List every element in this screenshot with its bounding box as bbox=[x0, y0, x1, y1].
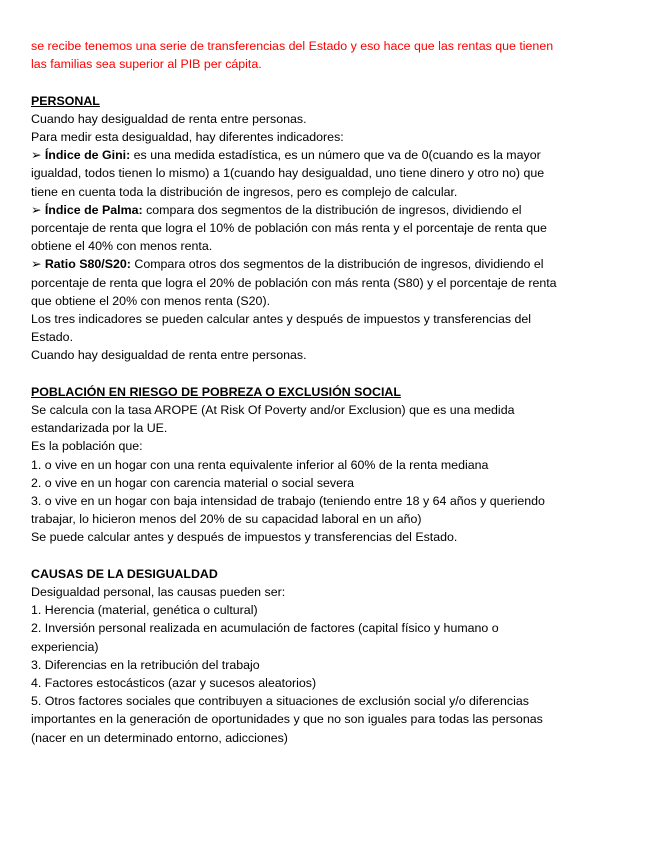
intro-line-2: las familias sea superior al PIB per cápita. bbox=[31, 57, 262, 72]
bullet-text: obtiene el 40% con menos renta. bbox=[31, 239, 213, 254]
bullet-text: igualdad, todos tienen lo mismo) a 1(cuando hay desigualdad, uno tiene dinero y otro no) que bbox=[31, 166, 545, 181]
term-gini: Índice de Gini: bbox=[44, 148, 131, 163]
list-item: 4. Factores estocásticos (azar y sucesos aleatorios) bbox=[31, 676, 317, 691]
list-item: 2. o vive en un hogar con carencia material o social severa bbox=[31, 475, 355, 490]
bullet-arrow-icon: ➢ bbox=[31, 257, 42, 272]
paragraph: Cuando hay desigualdad de renta entre personas. bbox=[31, 348, 307, 363]
bullet-text: tiene en cuenta toda la distribución de ingresos, pero es complejo de calcular. bbox=[31, 184, 458, 199]
bullet-arrow-icon: ➢ bbox=[31, 202, 42, 217]
section-heading-personal: PERSONAL bbox=[31, 93, 100, 108]
term-palma: Índice de Palma: bbox=[44, 202, 143, 217]
paragraph: estandarizada por la UE. bbox=[31, 421, 168, 436]
bullet-text: porcentaje de renta que logra el 20% de población con más renta (S80) y el porcentaje de renta bbox=[31, 275, 557, 290]
bullet-gini bbox=[31, 146, 631, 164]
bullet-palma bbox=[31, 201, 631, 219]
list-item: experiencia) bbox=[31, 639, 99, 654]
paragraph: Estado. bbox=[31, 330, 74, 345]
list-item: 1. o vive en un hogar con una renta equivalente inferior al 60% de la renta mediana bbox=[31, 457, 489, 472]
paragraph: Para medir esta desigualdad, hay diferentes indicadores: bbox=[31, 130, 344, 144]
paragraph: Se calcula con la tasa AROPE (At Risk Of Poverty and/or Exclusion) que es una medida bbox=[31, 403, 515, 418]
list-item: 3. Diferencias en la retribución del trabajo bbox=[31, 657, 260, 672]
list-item: 5. Otros factores sociales que contribuyen a situaciones de exclusión social y/o diferencias bbox=[31, 694, 529, 709]
term-ratio: Ratio S80/S20: bbox=[44, 257, 131, 272]
paragraph: Cuando hay desigualdad de renta entre personas. bbox=[31, 111, 307, 126]
bullet-text: porcentaje de renta que logra el 10% de población con más renta y el porcentaje de renta que bbox=[31, 221, 547, 236]
list-item: 2. Inversión personal realizada en acumulación de factores (capital físico y humano o bbox=[31, 621, 499, 636]
bullet-text: que obtiene el 20% con menos renta (S20). bbox=[31, 293, 271, 308]
paragraph: Se puede calcular antes y después de impuestos y transferencias del Estado. bbox=[31, 530, 458, 545]
paragraph: Los tres indicadores se pueden calcular antes y después de impuestos y transferencias del bbox=[31, 312, 532, 327]
bullet-text: compara dos segmentos de la distribución de ingresos, dividiendo el bbox=[142, 202, 522, 217]
list-item: (nacer en un determinado entorno, adicciones) bbox=[31, 730, 288, 745]
section-heading-arope: POBLACIÓN EN RIESGO DE POBREZA O EXCLUSIÓN SOCIAL bbox=[31, 384, 401, 399]
spacer bbox=[31, 365, 631, 383]
bullet-arrow-icon: ➢ bbox=[31, 148, 42, 163]
paragraph: Es la población que: bbox=[31, 439, 143, 454]
list-item: trabajar, lo hicieron menos del 20% de su capacidad laboral en un año) bbox=[31, 512, 422, 527]
list-item: 3. o vive en un hogar con baja intensidad de trabajo (teniendo entre 18 y 64 años y queriendo bbox=[31, 494, 545, 509]
paragraph: Desigualdad personal, las causas pueden ser: bbox=[31, 585, 286, 600]
intro-line-1: se recibe tenemos una serie de transferencias del Estado y eso hace que las rentas que tienen bbox=[31, 39, 554, 53]
list-item: importantes en la generación de oportunidades y que no son iguales para todas las personas bbox=[31, 712, 543, 727]
bullet-text: es una medida estadística, es un número que va de 0(cuando es la mayor bbox=[130, 148, 541, 163]
bullet-text: Compara otros dos segmentos de la distribución de ingresos, dividiendo el bbox=[130, 257, 544, 272]
document-page bbox=[31, 37, 631, 747]
list-item: 1. Herencia (material, genética o cultural) bbox=[31, 603, 258, 618]
spacer bbox=[31, 547, 631, 565]
spacer bbox=[31, 73, 631, 91]
section-heading-causas: CAUSAS DE LA DESIGUALDAD bbox=[31, 566, 218, 581]
bullet-ratio bbox=[31, 255, 631, 273]
